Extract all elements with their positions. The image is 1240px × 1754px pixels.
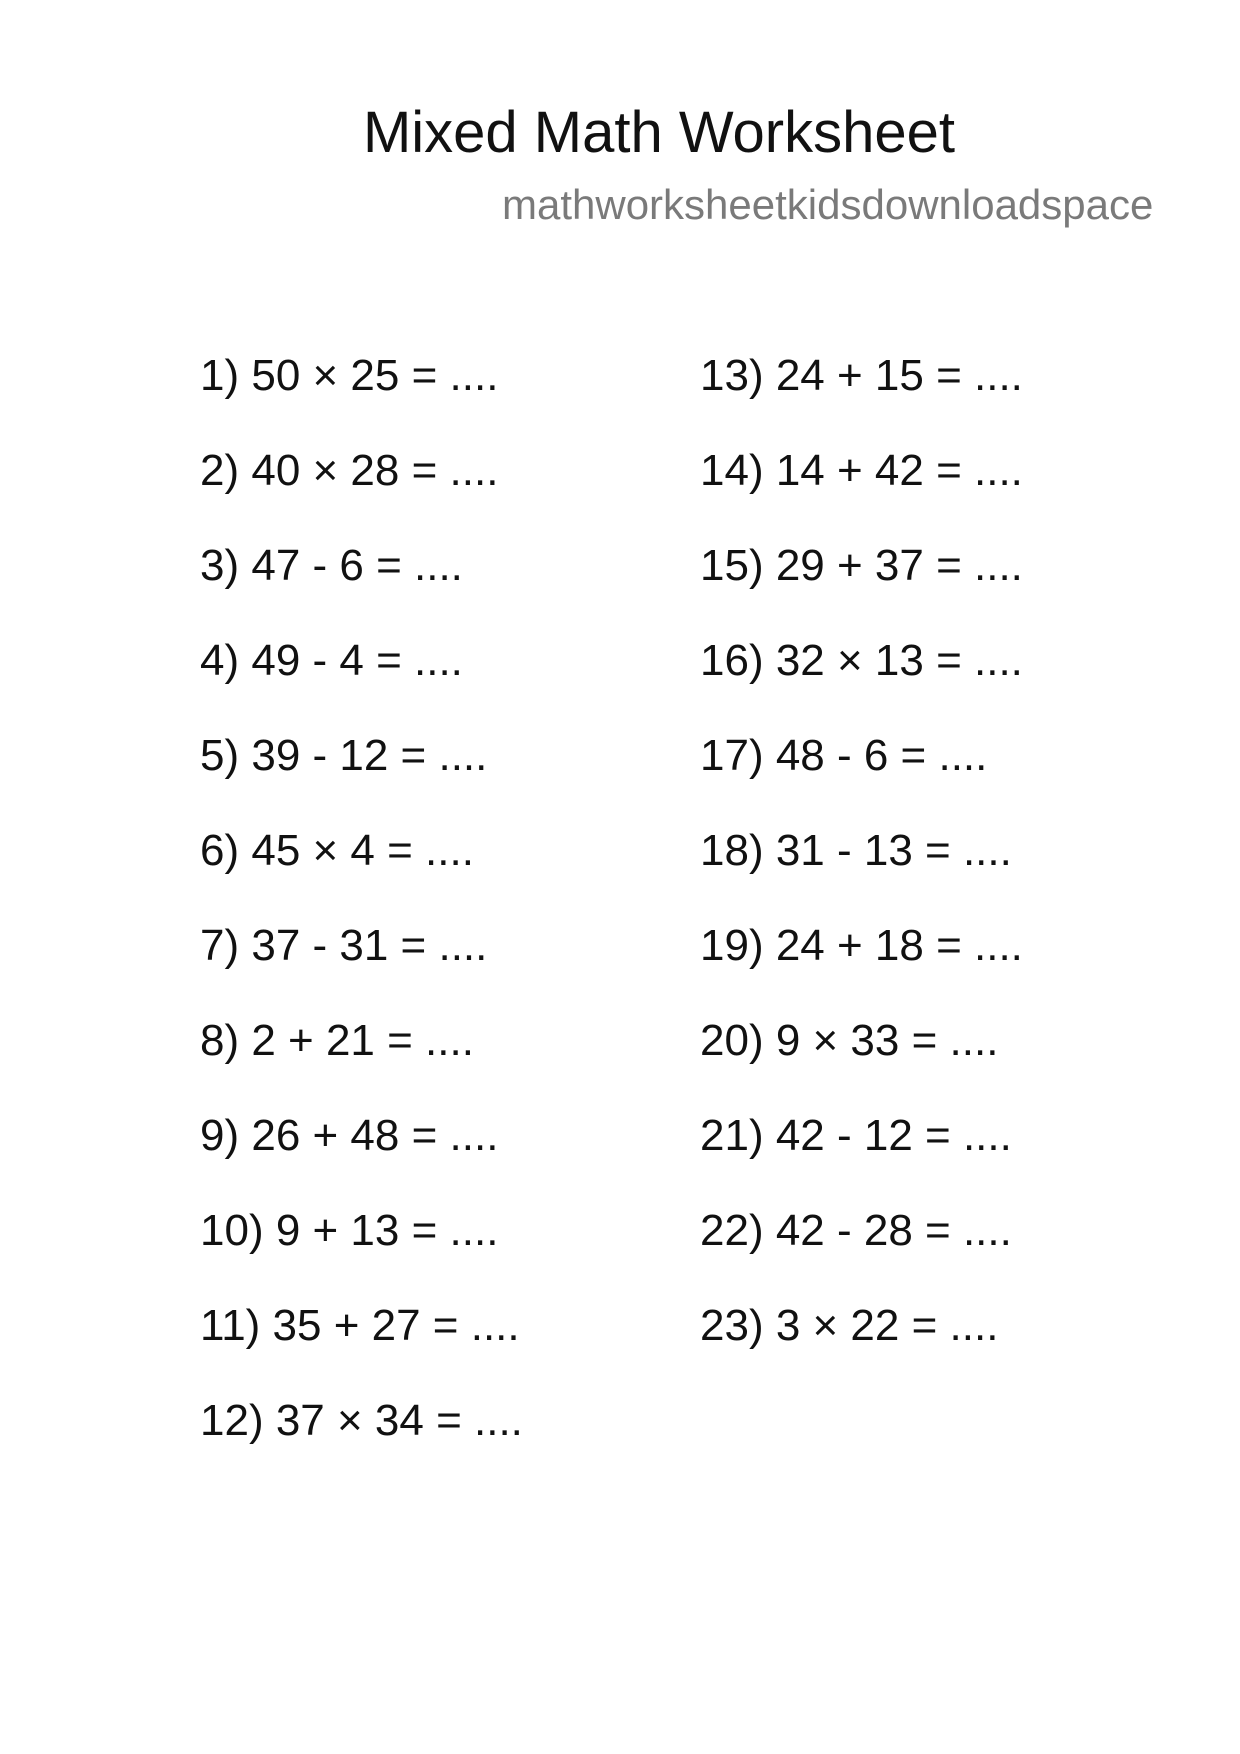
problem-13: 13) 24 + 15 = .... bbox=[700, 351, 1023, 400]
problem-7: 7) 37 - 31 = .... bbox=[200, 921, 488, 970]
problem-22: 22) 42 - 28 = .... bbox=[700, 1206, 1012, 1255]
problem-14: 14) 14 + 42 = .... bbox=[700, 446, 1023, 495]
problem-17: 17) 48 - 6 = .... bbox=[700, 731, 988, 780]
problems-column-right bbox=[700, 350, 1023, 1395]
problem-16: 16) 32 × 13 = .... bbox=[700, 636, 1023, 685]
problem-23: 23) 3 × 22 = .... bbox=[700, 1301, 999, 1350]
problem-5: 5) 39 - 12 = .... bbox=[200, 731, 488, 780]
problem-4: 4) 49 - 4 = .... bbox=[200, 636, 463, 685]
problem-3: 3) 47 - 6 = .... bbox=[200, 541, 463, 590]
problem-6: 6) 45 × 4 = .... bbox=[200, 826, 474, 875]
problem-15: 15) 29 + 37 = .... bbox=[700, 541, 1023, 590]
problem-8: 8) 2 + 21 = .... bbox=[200, 1016, 474, 1065]
problem-9: 9) 26 + 48 = .... bbox=[200, 1111, 499, 1160]
problems-column-left bbox=[200, 350, 523, 1490]
problem-1: 1) 50 × 25 = .... bbox=[200, 351, 499, 400]
problem-18: 18) 31 - 13 = .... bbox=[700, 826, 1012, 875]
page-title: Mixed Math Worksheet bbox=[362, 100, 956, 165]
problem-20: 20) 9 × 33 = .... bbox=[700, 1016, 999, 1065]
problem-2: 2) 40 × 28 = .... bbox=[200, 446, 499, 495]
problem-21: 21) 42 - 12 = .... bbox=[700, 1111, 1012, 1160]
page-subtitle: mathworksheetkidsdownloadspace bbox=[502, 181, 1154, 228]
problem-10: 10) 9 + 13 = .... bbox=[200, 1206, 499, 1255]
problem-19: 19) 24 + 18 = .... bbox=[700, 921, 1023, 970]
problems-grid bbox=[200, 350, 1100, 1470]
problem-12: 12) 37 × 34 = .... bbox=[200, 1396, 523, 1445]
problem-11: 11) 35 + 27 = .... bbox=[200, 1301, 520, 1350]
